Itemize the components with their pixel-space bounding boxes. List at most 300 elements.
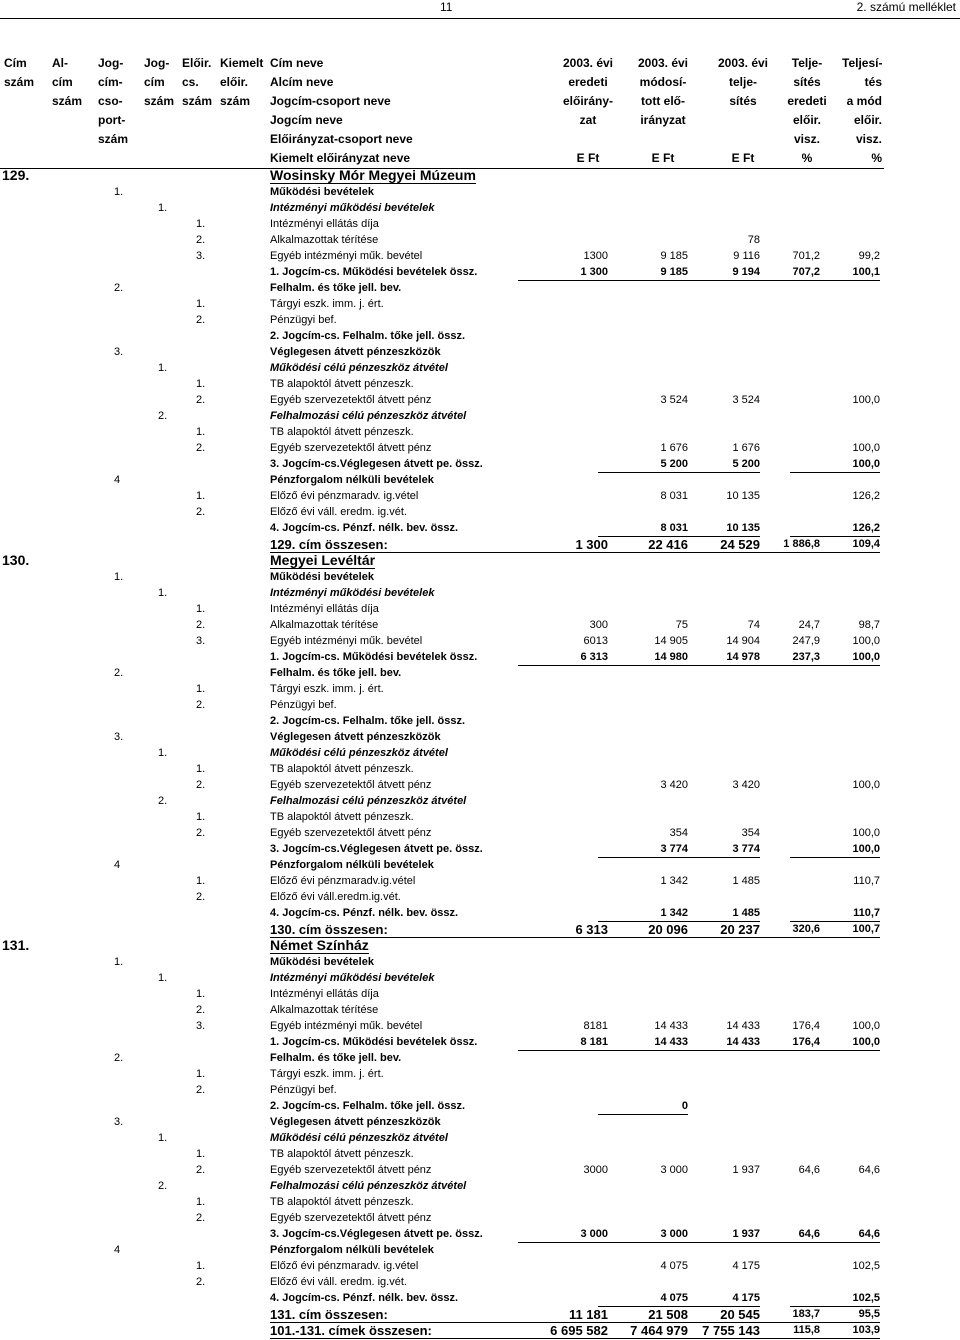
- table-row: [0, 762, 960, 778]
- row-label: Felhalm. és tőke jell. bev.: [270, 667, 402, 679]
- value-cell: 3000: [583, 1164, 608, 1176]
- value-cell: 14 433: [598, 1035, 688, 1051]
- value-cell: 1300: [583, 250, 608, 262]
- table-row: [0, 826, 960, 842]
- row-number: 1.: [196, 378, 206, 390]
- header-cell: előirány-: [562, 94, 613, 108]
- header-cell: tott elő-: [641, 94, 685, 108]
- row-label: Felhalmozási célú pénzeszköz átvétel: [270, 1180, 467, 1192]
- header-row: [0, 113, 960, 129]
- table-row: [0, 1323, 960, 1339]
- value-cell: 14 904: [726, 635, 760, 647]
- table-row: [0, 1131, 960, 1147]
- value-cell: 8 031: [598, 521, 688, 537]
- value-cell: 109,4: [852, 538, 880, 550]
- header-cell: 2003. évi: [562, 56, 614, 70]
- table-row: [0, 249, 960, 265]
- value-cell: 100,0: [852, 827, 880, 839]
- table-row: [0, 698, 960, 714]
- row-label: Tárgyi eszk. imm. j. ért.: [270, 298, 384, 310]
- row-label: Tárgyi eszk. imm. j. ért.: [270, 1068, 384, 1080]
- table-row: [0, 473, 960, 489]
- row-number: 4: [114, 474, 121, 486]
- row-number: 2.: [196, 442, 206, 454]
- value-cell: 3 000: [518, 1227, 608, 1243]
- row-label: Működési célú pénzeszköz átvétel: [270, 362, 448, 374]
- row-number: 2.: [114, 282, 124, 294]
- row-number: 2.: [196, 827, 206, 839]
- header-cell: Jogcím neve: [270, 113, 343, 127]
- value-cell: 6 313: [518, 650, 608, 666]
- value-cell: 9 185: [660, 250, 688, 262]
- row-label: 101.-131. címek összesen:: [270, 1323, 432, 1338]
- value-cell: 24 529: [720, 537, 760, 552]
- table-row: [0, 922, 960, 938]
- row-number: 1.: [196, 1068, 206, 1080]
- row-number: 3.: [114, 731, 124, 743]
- value-cell: 100,0: [790, 457, 880, 473]
- header-cell: szám: [182, 94, 213, 108]
- table-row: [0, 329, 960, 345]
- value-cell: 100,1: [790, 265, 880, 281]
- table-row: [0, 618, 960, 634]
- row-label: Működési célú pénzeszköz átvétel: [270, 1132, 448, 1144]
- table-row: [0, 730, 960, 746]
- row-label: Intézményi ellátás díja: [270, 988, 379, 1000]
- value-cell: 1 937: [670, 1227, 760, 1243]
- table-row: [0, 794, 960, 810]
- row-label: Egyéb szervezetektől átvett pénz: [270, 1164, 432, 1176]
- row-label: TB alapoktól átvett pénzeszk.: [270, 811, 414, 823]
- header-cell: cím: [52, 75, 73, 89]
- table-row: [0, 297, 960, 313]
- row-label: 1. Jogcím-cs. Működési bevételek össz.: [270, 651, 478, 663]
- header-row: [0, 132, 960, 148]
- header-cell: a mód: [846, 94, 882, 108]
- header-cell: Előirányzat-csoport neve: [270, 132, 413, 146]
- value-cell: 100,0: [852, 779, 880, 791]
- row-number: 1.: [196, 603, 206, 615]
- header-cell: E Ft: [576, 151, 600, 165]
- row-label: Felhalm. és tőke jell. bev.: [270, 1052, 402, 1064]
- row-label: 1. Jogcím-cs. Működési bevételek össz.: [270, 266, 478, 278]
- header-cell: sítés: [793, 75, 821, 89]
- table-row: [0, 361, 960, 377]
- header-cell: tés: [864, 75, 882, 89]
- value-cell: 100,0: [852, 394, 880, 406]
- value-cell: 237,3: [730, 650, 820, 666]
- table-row: [0, 570, 960, 586]
- header-cell: szám: [4, 75, 35, 89]
- header-cell: szám: [98, 132, 129, 146]
- row-label: 4. Jogcím-cs. Pénzf. nélk. bev. össz.: [270, 522, 459, 534]
- row-number: 1.: [114, 571, 124, 583]
- header-cell: cím: [144, 75, 165, 89]
- row-number: 4: [114, 859, 121, 871]
- row-label: Pénzügyi bef.: [270, 1084, 337, 1096]
- row-label: Egyéb intézményi műk. bevétel: [270, 635, 423, 647]
- value-cell: 110,7: [790, 906, 880, 922]
- table-row: [0, 810, 960, 826]
- table-row: [0, 313, 960, 329]
- row-label: 2. Jogcím-cs. Felhalm. tőke jell. össz.: [270, 330, 466, 342]
- table-row: [0, 265, 960, 281]
- row-number: 1.: [196, 988, 206, 1000]
- value-cell: 99,2: [858, 250, 880, 262]
- row-label: Véglegesen átvett pénzeszközök: [270, 1116, 441, 1128]
- value-cell: 4 175: [670, 1291, 760, 1307]
- table-row: [0, 858, 960, 874]
- header-cell: eredeti: [568, 75, 608, 89]
- row-label: Intézményi ellátás díja: [270, 603, 379, 615]
- row-label: 4. Jogcím-cs. Pénzf. nélk. bev. össz.: [270, 1292, 459, 1304]
- row-label: 130. cím összesen:: [270, 922, 388, 937]
- header-cell: Kiemelt: [220, 56, 264, 70]
- table-row: [0, 1083, 960, 1099]
- value-cell: 20 545: [720, 1307, 760, 1322]
- row-number: 1.: [196, 490, 206, 502]
- value-cell: 8 181: [518, 1035, 608, 1051]
- value-cell: 1 485: [670, 906, 760, 922]
- row-label: Egyéb intézményi műk. bevétel: [270, 250, 423, 262]
- row-label: Megyei Levéltár: [270, 552, 376, 568]
- row-label: 131. cím összesen:: [270, 1307, 388, 1322]
- value-cell: 300: [589, 619, 608, 631]
- row-label: Pénzforgalom nélküli bevételek: [270, 474, 434, 486]
- value-cell: 102,5: [852, 1260, 880, 1272]
- table-row: [0, 842, 960, 858]
- header-cell: telje-: [728, 75, 757, 89]
- value-cell: 64,6: [790, 1227, 880, 1243]
- header-cell: előir.: [220, 75, 249, 89]
- header-cell: %: [801, 151, 813, 165]
- header-cell: 2003. évi: [717, 56, 769, 70]
- header-cell: Cím: [4, 56, 27, 70]
- row-number: 1.: [196, 1148, 206, 1160]
- row-number: 1.: [114, 956, 124, 968]
- value-cell: 115,8: [793, 1324, 820, 1336]
- row-number: 2.: [196, 234, 206, 246]
- value-cell: 1 937: [732, 1164, 760, 1176]
- value-cell: 100,0: [852, 442, 880, 454]
- header-cell: szám: [220, 94, 251, 108]
- value-cell: 3 420: [732, 779, 760, 791]
- row-label: 3. Jogcím-cs.Véglegesen átvett pe. össz.: [270, 1228, 483, 1240]
- row-number: 2.: [196, 1164, 206, 1176]
- row-number: 1.: [114, 186, 124, 198]
- row-number: 1.: [196, 298, 206, 310]
- table-row: [0, 1291, 960, 1307]
- value-cell: 3 000: [660, 1164, 688, 1176]
- value-cell: 701,2: [792, 250, 820, 262]
- table-row: [0, 906, 960, 922]
- row-label: Előző évi pénzmaradv. ig.vétel: [270, 1260, 419, 1272]
- row-number: 1.: [158, 1132, 168, 1144]
- row-label: 129. cím összesen:: [270, 537, 388, 552]
- header-row: [0, 94, 960, 110]
- value-cell: 14 978: [670, 650, 760, 666]
- value-cell: 6 695 582: [550, 1323, 608, 1338]
- value-cell: 20 237: [720, 922, 760, 937]
- table-row: [0, 714, 960, 730]
- value-cell: 126,2: [790, 521, 880, 537]
- table-row: [0, 634, 960, 650]
- row-number: 1.: [196, 875, 206, 887]
- header-row: [0, 56, 960, 72]
- header-cell: Al-: [52, 56, 68, 70]
- table-row: [0, 553, 960, 569]
- value-cell: 3 524: [732, 394, 760, 406]
- row-label: Előző évi váll. eredm. ig.vét.: [270, 506, 407, 518]
- table-row: [0, 441, 960, 457]
- value-cell: 3 774: [598, 842, 688, 858]
- header-cell: Telje-: [791, 56, 823, 70]
- row-label: Alkalmazottak térítése: [270, 1004, 379, 1016]
- row-number: 2.: [196, 506, 206, 518]
- table-row: [0, 201, 960, 217]
- row-number: 2.: [158, 410, 168, 422]
- header-cell: szám: [144, 94, 175, 108]
- row-label: Egyéb szervezetektől átvett pénz: [270, 1212, 432, 1224]
- value-cell: 5 200: [598, 457, 688, 473]
- row-number: 3.: [196, 635, 206, 647]
- value-cell: 7 464 979: [630, 1323, 688, 1338]
- value-cell: 100,0: [790, 842, 880, 858]
- table-row: [0, 987, 960, 1003]
- header-cell: visz.: [793, 132, 820, 146]
- header-cell: zat: [579, 113, 597, 127]
- row-label: Egyéb intézményi műk. bevétel: [270, 1020, 423, 1032]
- row-label: Intézményi működési bevételek: [270, 587, 435, 599]
- table-row: [0, 168, 960, 184]
- header-cell: port-: [98, 113, 126, 127]
- row-label: Egyéb szervezetektől átvett pénz: [270, 779, 432, 791]
- row-label: Pénzügyi bef.: [270, 314, 337, 326]
- table-row: [0, 586, 960, 602]
- row-label: Német Színház: [270, 937, 369, 953]
- value-cell: 126,2: [852, 490, 880, 502]
- table-row: [0, 746, 960, 762]
- table-row: [0, 682, 960, 698]
- header-cell: Alcím neve: [270, 75, 334, 89]
- value-cell: 10 135: [726, 490, 760, 502]
- value-cell: 176,4: [792, 1020, 820, 1032]
- row-number: 2.: [196, 1084, 206, 1096]
- table-row: [0, 778, 960, 794]
- value-cell: 354: [669, 827, 688, 839]
- row-number: 2.: [114, 1052, 124, 1064]
- value-cell: 100,7: [852, 923, 880, 935]
- table-row: [0, 1147, 960, 1163]
- row-number: 1.: [158, 587, 168, 599]
- row-label: Véglegesen átvett pénzeszközök: [270, 731, 441, 743]
- table-row: [0, 1275, 960, 1291]
- value-cell: 14 433: [726, 1020, 760, 1032]
- row-number: 2.: [196, 1276, 206, 1288]
- table-row: [0, 874, 960, 890]
- value-cell: 102,5: [790, 1291, 880, 1307]
- row-label: 3. Jogcím-cs.Véglegesen átvett pe. össz.: [270, 458, 483, 470]
- row-label: 2. Jogcím-cs. Felhalm. tőke jell. össz.: [270, 1100, 466, 1112]
- row-number: 1.: [196, 1196, 206, 1208]
- row-label: Előző évi váll. eredm. ig.vét.: [270, 1276, 407, 1288]
- table-row: [0, 1307, 960, 1323]
- header-cell: sítés: [729, 94, 757, 108]
- value-cell: 98,7: [858, 619, 880, 631]
- row-number: 1.: [196, 683, 206, 695]
- page-number: 11: [440, 0, 453, 14]
- row-label: Működési bevételek: [270, 956, 374, 968]
- table-row: [0, 890, 960, 906]
- value-cell: 1 676: [732, 442, 760, 454]
- row-number: 1.: [196, 218, 206, 230]
- value-cell: 3 000: [598, 1227, 688, 1243]
- value-cell: 8 031: [660, 490, 688, 502]
- row-label: Egyéb szervezetektől átvett pénz: [270, 394, 432, 406]
- value-cell: 7 755 143: [702, 1323, 760, 1338]
- value-cell: 103,9: [852, 1324, 880, 1336]
- table-row: [0, 1259, 960, 1275]
- row-number: 2.: [196, 699, 206, 711]
- row-label: Pénzforgalom nélküli bevételek: [270, 1244, 434, 1256]
- value-cell: 20 096: [648, 922, 688, 937]
- row-label: Felhalmozási célú pénzeszköz átvétel: [270, 410, 467, 422]
- value-cell: 1 676: [660, 442, 688, 454]
- total-underline: [270, 1338, 880, 1339]
- value-cell: 176,4: [730, 1035, 820, 1051]
- value-cell: 9 194: [670, 265, 760, 281]
- row-number: 2.: [158, 1180, 168, 1192]
- row-label: Egyéb szervezetektől átvett pénz: [270, 442, 432, 454]
- annex-label: 2. számú melléklet: [856, 0, 956, 14]
- table-row: [0, 233, 960, 249]
- value-cell: 74: [747, 619, 760, 631]
- row-number: 1.: [196, 1260, 206, 1272]
- row-number: 1.: [158, 202, 168, 214]
- table-row: [0, 185, 960, 201]
- row-label: Alkalmazottak térítése: [270, 619, 379, 631]
- row-label: Intézményi működési bevételek: [270, 202, 435, 214]
- row-number: 1.: [196, 811, 206, 823]
- value-cell: 14 433: [654, 1020, 688, 1032]
- row-label: Előző évi pénzmaradv. ig.vétel: [270, 490, 419, 502]
- row-number: 3.: [114, 346, 124, 358]
- value-cell: 100,0: [790, 650, 880, 666]
- row-label: 1. Jogcím-cs. Működési bevételek össz.: [270, 1036, 478, 1048]
- header-cell: 2003. évi: [637, 56, 689, 70]
- row-number: 2.: [196, 1212, 206, 1224]
- header-cell: E Ft: [731, 151, 755, 165]
- table-row: [0, 971, 960, 987]
- row-number: 3.: [114, 1116, 124, 1128]
- header-cell: Előir.: [182, 56, 212, 70]
- table-row: [0, 1227, 960, 1243]
- value-cell: 6 313: [575, 922, 608, 937]
- value-cell: 320,6: [792, 923, 820, 935]
- value-cell: 75: [675, 619, 688, 631]
- value-cell: 14 433: [670, 1035, 760, 1051]
- row-label: Működési bevételek: [270, 186, 374, 198]
- header-cell: Teljesí-: [842, 56, 883, 70]
- value-cell: 1 300: [575, 537, 608, 552]
- header-cell: módosí-: [639, 75, 687, 89]
- table-row: [0, 1115, 960, 1131]
- row-label: Pénzforgalom nélküli bevételek: [270, 859, 434, 871]
- row-label: 3. Jogcím-cs.Véglegesen átvett pe. össz.: [270, 843, 483, 855]
- value-cell: 4 075: [598, 1291, 688, 1307]
- value-cell: 5 200: [670, 457, 760, 473]
- table-row: [0, 1179, 960, 1195]
- row-number: 129.: [2, 167, 30, 183]
- row-number: 1.: [196, 763, 206, 775]
- row-label: Előző évi pénzmaradv.ig.vétel: [270, 875, 416, 887]
- value-cell: 1 342: [660, 875, 688, 887]
- table-row: [0, 1099, 960, 1115]
- row-number: 2.: [196, 891, 206, 903]
- value-cell: 11 181: [568, 1307, 608, 1322]
- row-label: Intézményi ellátás díja: [270, 218, 379, 230]
- row-number: 2.: [196, 394, 206, 406]
- header-cell: Kiemelt előirányzat neve: [270, 151, 411, 165]
- row-label: Előző évi váll.eredm.ig.vét.: [270, 891, 401, 903]
- value-cell: 14 980: [598, 650, 688, 666]
- row-label: TB alapoktól átvett pénzeszk.: [270, 1148, 414, 1160]
- header-cell: előir.: [853, 113, 882, 127]
- value-cell: 1 886,8: [783, 538, 820, 550]
- row-label: Intézményi működési bevételek: [270, 972, 435, 984]
- header-cell: Cím neve: [270, 56, 324, 70]
- row-number: 2.: [158, 795, 168, 807]
- value-cell: 4 175: [732, 1260, 760, 1272]
- value-cell: 64,6: [858, 1164, 880, 1176]
- table-row: [0, 409, 960, 425]
- header-cell: előir.: [792, 113, 821, 127]
- row-number: 1.: [158, 362, 168, 374]
- header-cell: eredeti: [787, 94, 827, 108]
- value-cell: 354: [741, 827, 760, 839]
- table-row: [0, 1243, 960, 1259]
- table-row: [0, 938, 960, 954]
- header-cell: Jogcím-csoport neve: [270, 94, 391, 108]
- table-row: [0, 505, 960, 521]
- row-number: 2.: [196, 779, 206, 791]
- table-row: [0, 1035, 960, 1051]
- value-cell: 3 420: [660, 779, 688, 791]
- table-row: [0, 377, 960, 393]
- value-cell: 21 508: [648, 1307, 688, 1322]
- table-row: [0, 666, 960, 682]
- row-number: 3.: [196, 1020, 206, 1032]
- value-cell: 95,5: [858, 1308, 880, 1320]
- value-cell: 64,6: [798, 1164, 820, 1176]
- header-cell: irányzat: [640, 113, 686, 127]
- page-header: [0, 0, 960, 19]
- row-label: 4. Jogcím-cs. Pénzf. nélk. bev. össz.: [270, 907, 459, 919]
- header-cell: %: [871, 151, 882, 165]
- row-label: Véglegesen átvett pénzeszközök: [270, 346, 441, 358]
- row-label: Működési bevételek: [270, 571, 374, 583]
- table-row: [0, 345, 960, 361]
- row-label: TB alapoktól átvett pénzeszk.: [270, 378, 414, 390]
- table-row: [0, 281, 960, 297]
- row-number: 2.: [196, 314, 206, 326]
- header-cell: Jog-: [98, 56, 124, 70]
- value-cell: 100,0: [790, 1035, 880, 1051]
- row-number: 1.: [196, 426, 206, 438]
- header-cell: cím-: [98, 75, 123, 89]
- header-row: [0, 75, 960, 91]
- value-cell: 9 116: [733, 250, 760, 262]
